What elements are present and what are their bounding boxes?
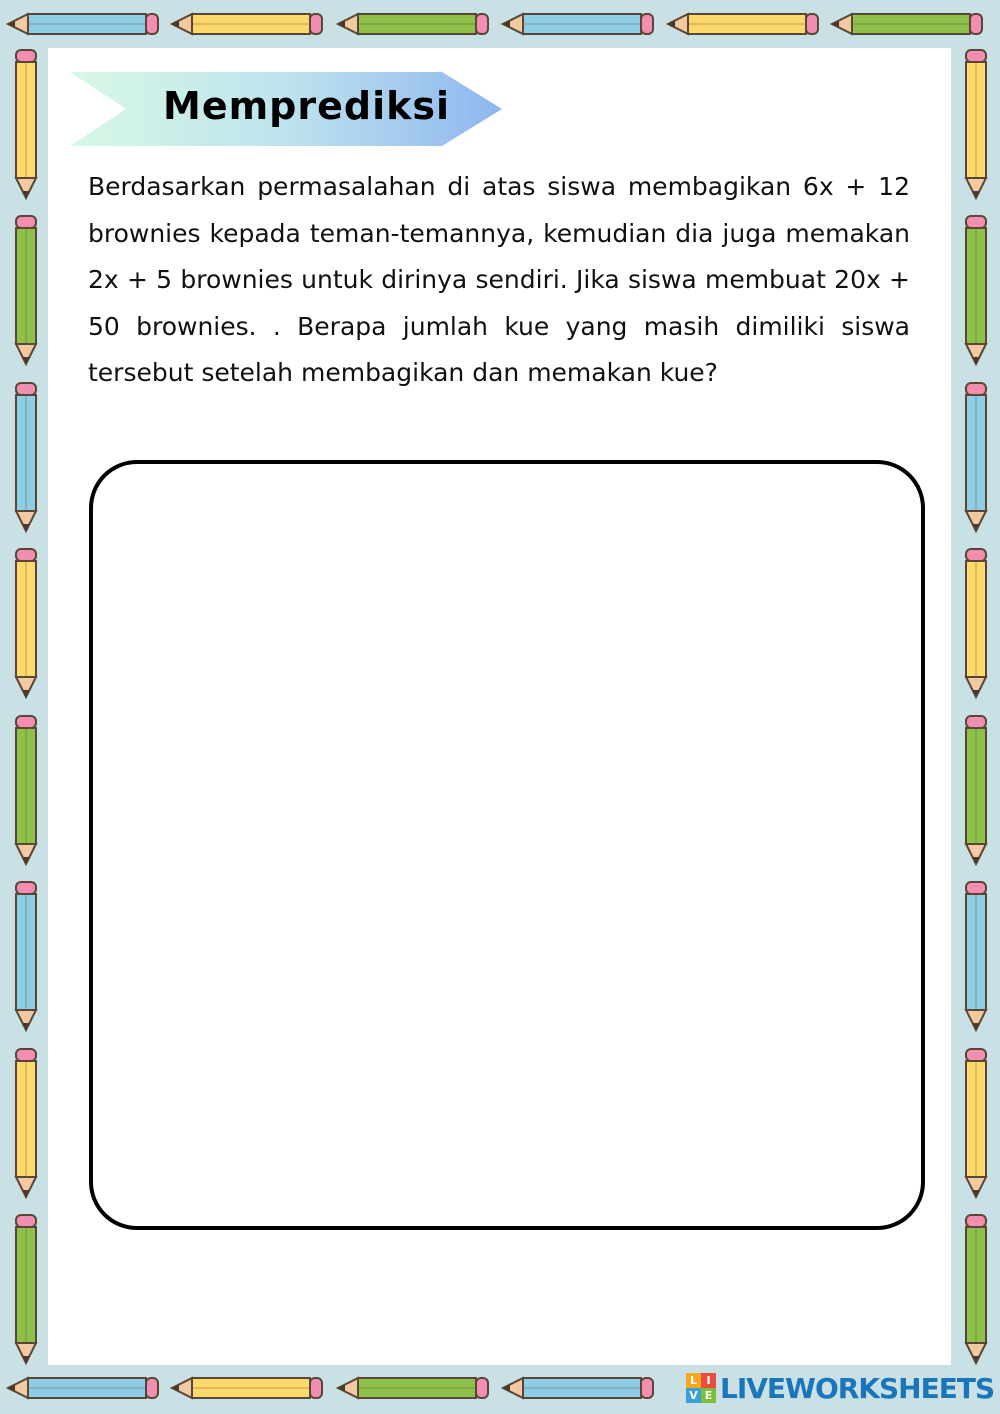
pencil-icon: [16, 549, 36, 697]
pencil-icon: [16, 716, 36, 864]
pencil-icon: [966, 50, 986, 198]
pencil-icon: [338, 1378, 488, 1398]
title-banner: [70, 72, 502, 146]
pencil-icon: [966, 1215, 986, 1363]
pencil-icon: [16, 882, 36, 1030]
page-title: Memprediksi: [163, 84, 451, 128]
pencil-icon: [966, 383, 986, 531]
liveworksheets-watermark: [686, 1368, 994, 1408]
question-text: Berdasarkan permasalahan di atas siswa membagikan 6x + 12 brownies kepada teman-temannya, kemudian dia juga memakan 2x + 5 brownies untuk dirinya sendiri. Jika siswa membuat 20x + 50 brownies. . Berapa jumlah kue yang masih dimiliki siswa tersebut setelah membagikan dan memakan kue?: [88, 172, 910, 387]
pencil-icon: [966, 549, 986, 697]
pencil-icon: [503, 14, 653, 34]
pencil-icon: [172, 14, 322, 34]
pencil-icon: [338, 14, 488, 34]
pencil-icon: [16, 1049, 36, 1197]
pencil-icon: [172, 1378, 322, 1398]
pencil-icon: [966, 716, 986, 864]
pencil-icon: [668, 14, 818, 34]
pencil-icon: [8, 1378, 158, 1398]
pencil-icon: [966, 882, 986, 1030]
pencil-icon: [16, 1215, 36, 1363]
watermark-text: LIVEWORKSHEETS: [720, 1371, 995, 1405]
pencil-icon: [966, 216, 986, 364]
pencil-icon: [503, 1378, 653, 1398]
pencil-icon: [16, 50, 36, 198]
pencil-icon: [966, 1049, 986, 1197]
answer-box[interactable]: [89, 460, 925, 1230]
pencil-icon: [16, 216, 36, 364]
liveworksheets-logo-icon: L I V E: [686, 1373, 716, 1403]
pencil-icon: [832, 14, 982, 34]
pencil-icon: [16, 383, 36, 531]
pencil-icon: [8, 14, 158, 34]
